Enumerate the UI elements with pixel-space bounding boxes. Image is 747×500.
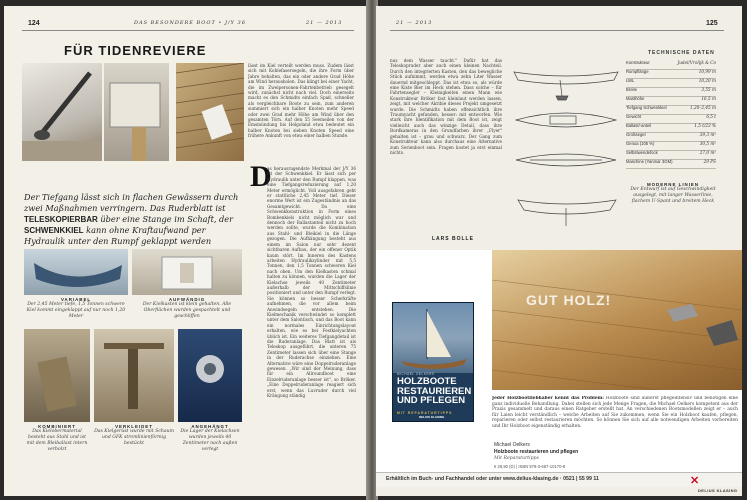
photo-keel-box-interior — [132, 249, 242, 295]
plans-caption: MODERNE LINIEN Der Entwurf ist auf Geschwindigkeit ausgelegt, mit langer Wasserlinie, flachem U-Spant und breitem Heck — [630, 182, 716, 204]
spec-row: Gewicht 6,5 t — [626, 114, 716, 124]
photo-teak-deck — [176, 63, 244, 161]
rule — [22, 30, 354, 31]
photo-rudder-stock — [22, 63, 102, 161]
author-credit: LARS BOLLE — [432, 236, 474, 242]
spec-row: Konstrukteur Judel/Vrolijk & Co — [626, 60, 716, 70]
spec-row: Rumpflänge 10,99 m — [626, 69, 716, 79]
book-cover-photo — [393, 303, 473, 373]
publisher-logo-text: DELIUS KLASING — [698, 488, 738, 493]
page-number: 124 — [28, 20, 40, 27]
body-text-main-column: as herausragendste Merkmal der J/Y 36 ist der Schwenkkiel. Er lässt sich per Hydraulik unter den Rumpf klappen, was eine Tiefgangsreduzierung auf 1,20 Meter ermöglicht. Voll ausgefahren geht er stattliche 2,45 Meter tief. Dieser enorme Wert ist ein Zugeständnis an das Gesamtgewicht. Da eine Schwenkkonstruktion in Form eines Bombenkiels nicht möglich war und dennoch der Ballastanteil nicht zu hoch werden sollte, wurde die Kombination aus Stahl- und Bleikiel in die Länge gezogen. Die Aufhängung besteht aus einem im Salon nur sehr dezent sichtbaren Aufbau, der ein offener Optik kaum stört. Im Inneren des Kastens arbeiten Hydraulikzylinder mit 5,5 Tonnen, den 1,5 Tonnen schweren Kiel nach oben. Um den Kielkasten schmal halten zu können, wurden die Lager der Kielachse jeweils 40 Zentimeter außerhalb der Mittschiffslinie positioniert und unter den Rumpf verlegt. Sie können so besser Scherkräfte aufnehmen, die vor allem beim Anwindsegeln entstehen. Die Kielmechanik verschwindet so komplett unter dem Salontisch, und das Boot kann ein normales Einrichtungslayout erhalten, wie es bei Festkielyachten üblich ist. Ein weiteres Tiefgangdetail ist die Ruderanlage. Das Blatt ist als Teleskop ausgeführt, die unteren 75 Zentimeter lassen sich über eine Stange in der Ruderachse einziehen. Eine Alternative wäre eine Doppelruderanlage gewesen. „Wir sind der Meinung, dass für ein Allroundboot eine Einzelruderanlage besser ist", so Bröker. „Eine Doppelruderanlage reagiert sich erst, wenn das Luvruder durch viel Krängung ständig — [267, 166, 356, 399]
page-number: 125 — [706, 20, 718, 27]
caption-angehaengt: ANGEHÄNGT Die Lager der Kielachsen wurden jeweils 40 Zentimeter nach außen verlegt — [180, 424, 240, 452]
ad-bottom-bar — [376, 472, 742, 487]
spec-row: Großsegel 39,3 m² — [626, 132, 716, 142]
ad-wood-photo — [492, 250, 742, 390]
book-cover[interactable] — [392, 302, 474, 422]
ad-body-text: Jeder Holzbootliebhaber kennt das Problem: Holzboote sind äußerst pflegeintensiv und benötigen eine ganz individuelle Behandlung. Dabei stellen sich jede Menge Fragen, die Michael Oelkers kompetent aus der Praxis gesammelt und daraus einen Ratgeber erstellt hat. An verschiedenen Bootsmodellen zeigt er – auch für Laien leicht verständlich – welche Arbeiten auf Sie zukommen, wenn Sie ein Holzboot kaufen, pflegen, reparieren oder selbst restaurieren möchten. So können Sie sich auf alle notwendigen Arbeiten vorbereiten und Ihr Holzboot eigenständig erhalten. — [492, 396, 738, 429]
ad-headline: GUT HOLZ! — [526, 292, 612, 308]
spec-row: Ballast/-anteil 1,5 t/23 % — [626, 123, 716, 133]
publisher-logo-icon: ✕ — [690, 475, 700, 487]
book-title: HOLZBOOTE RESTAURIEREN UND PFLEGEN — [397, 376, 472, 406]
photo-keel-bearing — [178, 329, 242, 422]
caption-verkleidet: VERKLEIDET Das Kielgerüst wurde mit Schaum und GFK stromlinienförmig bestückt — [94, 424, 174, 446]
specs-title: TECHNISCHE DATEN — [648, 50, 715, 56]
issue-label: 21 — 2013 — [396, 20, 433, 26]
spec-row: Tiefgang Schwenkkiel 1,20–2,45 m — [626, 105, 716, 115]
drop-cap: D — [250, 160, 272, 193]
caption-variabel: VARIABEL Der 2,45 Meter tiefe, 1,5 Tonnen schwere Kiel kommt eingeklappt auf nur noch 1,20 Meter — [26, 297, 126, 319]
book-subtitle: MIT REPARATURTIPPS — [397, 411, 453, 415]
body-text-right-column: lässt im Kiel verteilt werden muss. Zudem lässt sich mit Kohlefasersegeln, die ihre Form über Jahre behalten, das ein oder andere Grad Höhe am Wind herausholen. Das klingt bei einer Yacht, die im Zweipersonen-Fahrtenbetrieb gesegelt wird, zunächst nicht nach viel. Doch einerseits macht es den Schmidts einfach Spaß, schneller als vergleichbare Boote zu sein, zum anderen summiert sich ein halber Knoten mehr Speed oder zwei Grad mehr Höhe am Wind über den gesamten Törn. Auf den 55 Seemeilen von der Emsmündung bis Helgoland etwa bedeutet ein halber Knoten bei sieben Knoten Speed eine frühere Ankunft von etwa einer halben Stunde. — [248, 63, 354, 139]
left-page — [4, 6, 368, 496]
photo-deck-hatch — [104, 63, 169, 161]
boat-plans — [510, 50, 622, 232]
photo-workshop — [94, 329, 174, 422]
book-publisher: DELIUS KLASING — [419, 415, 445, 419]
book-author: MICHAEL OELKERS — [397, 372, 435, 376]
ad-order-info[interactable]: Erhältlich im Buch- und Fachhandel oder unter www.delius-klasing.de · 0521 | 55 99 11 — [386, 476, 599, 482]
lead-caption: Der Tiefgang lässt sich in flachen Gewässern durch zwei Maßnahmen verringern. Das Ruderblatt ist TELESKOPIERBAR über eine Stange im Schaft, der SCHWENKKIEL kann ohne Kraftaufwand per Hydraulik unter den Rumpf geklappt werden — [24, 192, 239, 246]
rule — [390, 30, 724, 31]
spec-row: Selbstwendefock 27,0 m² — [626, 150, 716, 160]
spec-row: Maschine (Yanmar 3GM) 29 PS — [626, 159, 716, 169]
photo-keel-hull — [24, 249, 128, 295]
ad-info-title: Holzboote restaurieren und pflegen — [494, 449, 579, 455]
spec-row: Masthöhe 16,5 m — [626, 96, 716, 106]
issue-label: 21 — 2013 — [306, 20, 343, 26]
spec-row: Genua (105 %) 30,5 m² — [626, 141, 716, 151]
body-text-column: nus dem Wasser taucht." Dafür hat das Teleskopruder aber auch einen kleinen Nachteil. Durch den integrierten Kasten, den das bewegliche Stück aufnimmt, werden etwa zehn Liter Wasser dauernd mitgeschleppt. Das ist etwa so, als würde eine Kiste Bier im Heck stehen. Dass solche – für Fahrtensegler – Kleinigkeiten einen Mann wie Konstrukteur Bröker fast kleinlaut werden lassen, zeigt, mit welcher Akribie dieses Projekt umgesetzt wurde. Die Schmidts haben offensichtlich ihre Traumyacht gefunden, besser: mit entworfen. Wie stark ihre Identifikation mit dem Boot ist, zeigt vielleicht auch das winzige Detail, dass ihre Bordkameras in den Grundfarben ihrer „Flyer" gehalten ist – grau und schwarz. Der Gang zum Konstrukteur kann also durchaus eine Alternative zum Serienboot sein. Fragen kostet ja erst einmal nichts. — [390, 58, 502, 155]
running-head: DAS BESONDERE BOOT • J/Y 36 — [134, 20, 246, 26]
spec-row: Breite 3,55 m — [626, 87, 716, 97]
keyword-schwenkkiel: SCHWENKKIEL — [24, 226, 84, 235]
caption-kombiniert: KOMBINIERT Das Kielobermaterial besteht aus Stahl und ist mit dem Bleiballast intern verbolzt — [26, 424, 88, 452]
ad-info-author: Michael Oelkers — [494, 442, 530, 448]
keyword-teleskopierbar: TELESKOPIERBAR — [24, 215, 98, 224]
ad-info-price: € 29,90 (D) | ISBN 978-3-667-10170-9 — [494, 464, 566, 469]
photo-keel-steel — [24, 329, 90, 422]
caption-aufwaendig: AUFWÄNDIG Der Kielkasten ist klein gehalten. Alle Oberflächen wurden gespachtelt und geschliffen — [142, 297, 232, 319]
section-title: FÜR TIDENREVIERE — [64, 43, 207, 58]
book-advertisement[interactable] — [376, 250, 742, 486]
spec-row: LWL 10,20 m — [626, 78, 716, 88]
right-page — [376, 6, 742, 496]
ad-info-subtitle: Mit Reparaturtipps — [494, 456, 539, 461]
